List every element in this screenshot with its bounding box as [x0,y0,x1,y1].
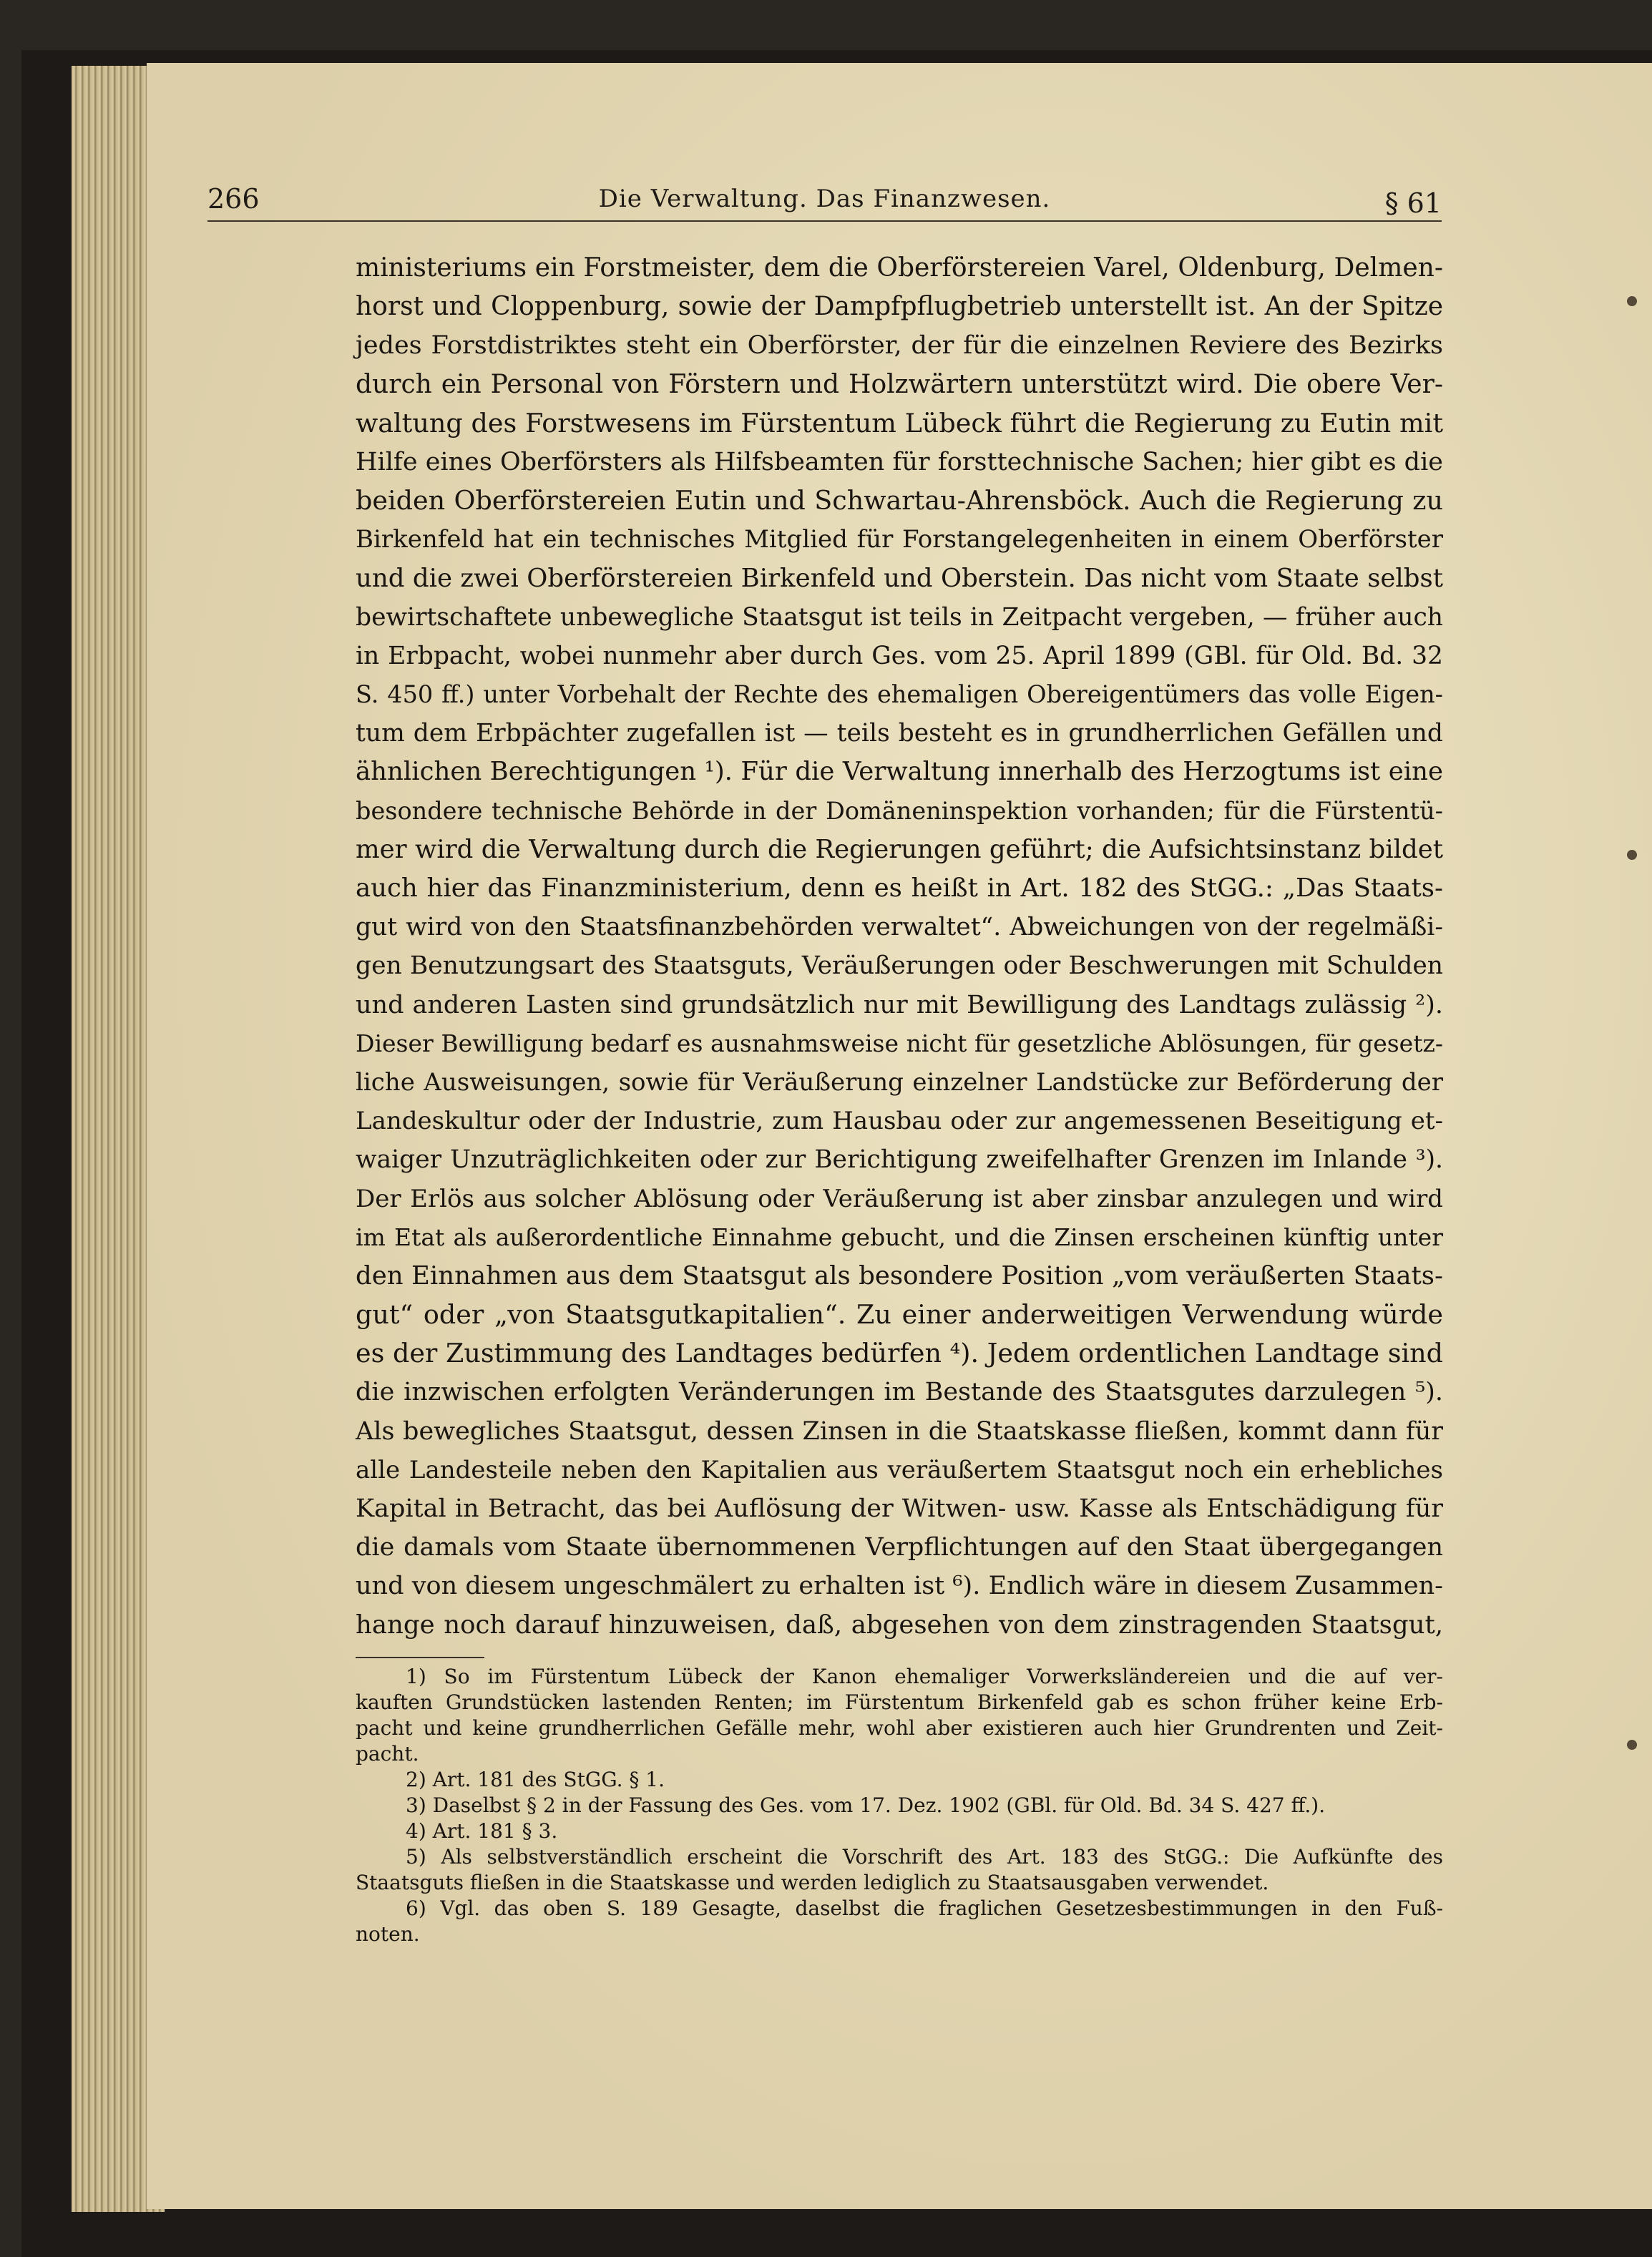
text-line: Der Erlös aus solcher Ablösung oder Veräußerung ist aber zinsbar anzulegen und wird [356,1184,1443,1213]
running-head [207,180,1442,222]
text-line: gut“ oder „von Staatsgutkapitalien“. Zu einer anderweitigen Verwendung würde [356,1299,1443,1331]
footnote-line: pacht. [356,1742,419,1766]
page-number: 266 [207,183,260,215]
text-line: S. 450 ff.) unter Vorbehalt der Rechte des ehemaligen Obereigentümers das volle Eigen- [356,680,1443,709]
text-line: es der Zustimmung des Landtages bedürfen ⁴). Jedem ordentlichen Landtage sind [356,1338,1443,1369]
text-line: besondere technische Behörde in der Domäneninspektion vorhanden; für die Fürstentü- [356,796,1443,825]
text-line: den Einnahmen aus dem Staatsgut als besondere Position „vom veräußerten Staats- [356,1260,1443,1291]
footnote-line: 1) So im Fürstentum Lübeck der Kanon ehemaliger Vorwerksländereien und die auf ver- [406,1665,1443,1688]
text-line: die inzwischen erfolgten Veränderungen im Bestande des Staatsgutes darzulegen ⁵). [356,1378,1443,1407]
text-line: waltung des Forstwesens im Fürstentum Lübeck führt die Regierung zu Eutin mit [356,407,1443,439]
text-line: Dieser Bewilligung bedarf es ausnahmsweise nicht für gesetzliche Ablösungen, für gesetz- [356,1029,1443,1057]
text-line: ähnlichen Berechtigungen ¹). Für die Verwaltung innerhalb des Herzogtums ist eine [356,757,1443,787]
binding-rivet [1627,850,1637,860]
text-line: gen Benutzungsart des Staatsguts, Veräußerungen oder Beschwerungen mit Schulden [356,951,1443,981]
text-line: durch ein Personal von Förstern und Holzwärtern unterstützt wird. Die obere Ver- [356,369,1443,399]
footnote-line: 5) Als selbstverständlich erscheint die Vorschrift des Art. 183 des StGG.: Die Aufkünfte des [406,1845,1443,1869]
text-line: hange noch darauf hinzuweisen, daß, abgesehen von dem zinstragenden Staatsgut, [356,1610,1443,1640]
text-line: Kapital in Betracht, das bei Auflösung der Witwen- usw. Kasse als Entschädigung für [356,1494,1443,1523]
text-line: bewirtschaftete unbewegliche Staatsgut ist teils in Zeitpacht vergeben, — früher auch [356,602,1443,632]
text-line: die damals vom Staate übernommenen Verpflichtungen auf den Staat übergegangen [356,1533,1443,1562]
text-line: mer wird die Verwaltung durch die Regierungen geführt; die Aufsichtsinstanz bildet [356,834,1443,864]
text-line: liche Ausweisungen, sowie für Veräußerung einzelner Landstücke zur Beförderung der [356,1067,1443,1097]
text-line: horst und Cloppenburg, sowie der Dampfpflugbetrieb unterstellt ist. An der Spitze [356,292,1443,322]
footnote-line: kauften Grundstücken lastenden Renten; im Fürstentum Birkenfeld gab es schon früher keine Erb- [356,1690,1443,1714]
running-title: Die Verwaltung. Das Finanzwesen. [598,185,1051,213]
binding-rivet [1627,1740,1637,1750]
footnote-line: 6) Vgl. das oben S. 189 Gesagte, daselbst die fraglichen Gesetzesbestimmungen in den Fuß- [406,1896,1443,1920]
text-line: und die zwei Oberförstereien Birkenfeld und Oberstein. Das nicht vom Staate selbst [356,563,1443,593]
footnote-rule [356,1657,484,1658]
text-line: Als bewegliches Staatsgut, dessen Zinsen in die Staatskasse fließen, kommt dann für [356,1416,1443,1446]
text-line: alle Landesteile neben den Kapitalien aus veräußertem Staatsgut noch ein erhebliches [356,1455,1443,1484]
text-line: auch hier das Finanzministerium, denn es heißt in Art. 182 des StGG.: „Das Staats- [356,873,1443,903]
text-line: Birkenfeld hat ein technisches Mitglied für Forstangelegenheiten in einem Oberförster [356,525,1443,554]
text-line: gut wird von den Staatsfinanzbehörden verwaltet“. Abweichungen von der regelmäßi- [356,913,1443,942]
text-line: im Etat als außerordentliche Einnahme gebucht, und die Zinsen erscheinen künftig unter [356,1223,1443,1251]
text-line: beiden Oberförstereien Eutin und Schwartau-Ahrensböck. Auch die Regierung zu [356,485,1443,516]
text-line: Landeskultur oder der Industrie, zum Hausbau oder zur angemessenen Beseitigung et- [356,1107,1443,1136]
footnote-line: noten. [356,1922,420,1946]
footnote-line: pacht und keine grundherrlichen Gefälle mehr, wohl aber existieren auch hier Grundrenten und Zeit- [356,1716,1443,1740]
body-text [356,249,1443,1645]
footnotes [356,1664,1443,1947]
section-number: § 61 [1384,187,1442,219]
footnote-line: 3) Daselbst § 2 in der Fassung des Ges. vom 17. Dez. 1902 (GBl. für Old. Bd. 34 S. 427 ff.). [406,1793,1326,1817]
text-line: und von diesem ungeschmälert zu erhalten ist ⁶). Endlich wäre in diesem Zusammen- [356,1572,1443,1601]
text-line: jedes Forstdistriktes steht ein Oberförster, der für die einzelnen Reviere des Bezirks [356,331,1443,361]
text-line: in Erbpacht, wobei nunmehr aber durch Ges. vom 25. April 1899 (GBl. für Old. Bd. 32 [356,641,1443,670]
text-line: und anderen Lasten sind grundsätzlich nur mit Bewilligung des Landtags zulässig ²). [356,990,1443,1019]
binding-rivet [1627,296,1637,306]
footnote-line: 4) Art. 181 § 3. [406,1819,558,1843]
footnote-line: 2) Art. 181 des StGG. § 1. [406,1768,665,1791]
text-line: ministeriums ein Forstmeister, dem die Oberförstereien Varel, Oldenburg, Delmen- [356,253,1443,283]
footnote-line: Staatsguts fließen in die Staatskasse und werden lediglich zu Staatsausgaben verwendet. [356,1871,1269,1894]
text-line: Hilfe eines Oberförsters als Hilfsbeamten für forsttechnische Sachen; hier gibt es die [356,447,1443,476]
text-line: waiger Unzuträglichkeiten oder zur Berichtigung zweifelhafter Grenzen im Inlande ³). [356,1145,1443,1175]
text-line: tum dem Erbpächter zugefallen ist — teils besteht es in grundherrlichen Gefällen und [356,719,1443,748]
